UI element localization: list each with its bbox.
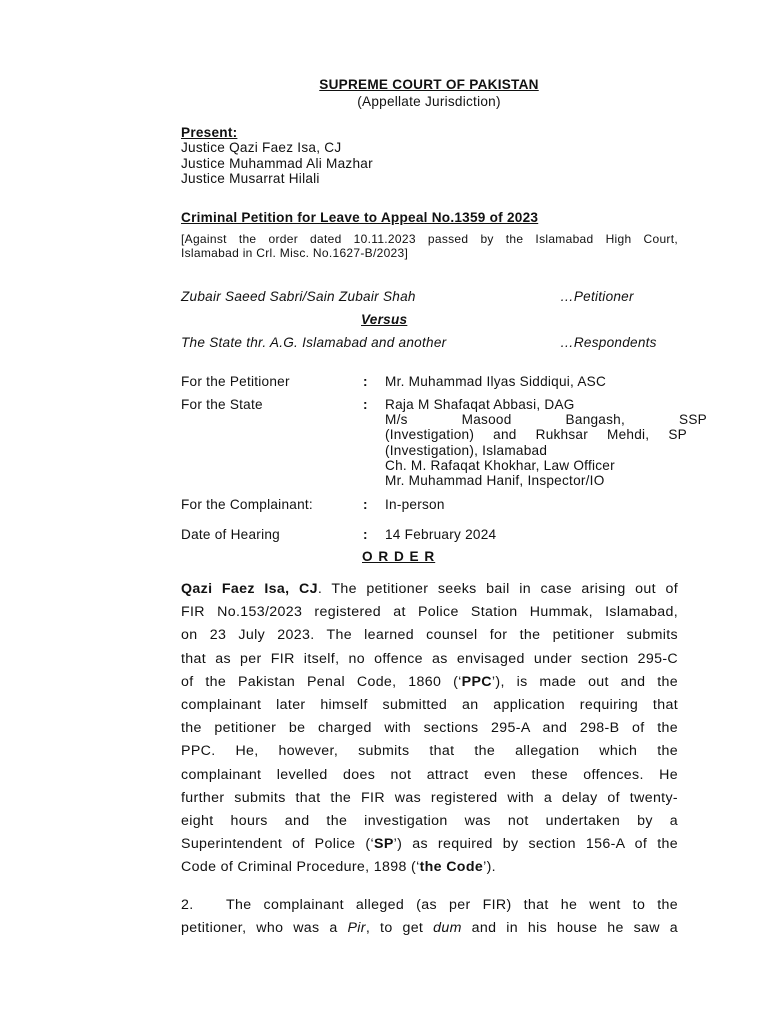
p1-line-6: complainant later himself submitted an application requiring that	[181, 697, 678, 714]
p1-text-1: . The petitioner seeks bail in case arising out of	[317, 581, 678, 597]
p2-line-1	[181, 894, 678, 917]
state-line-2	[385, 412, 707, 427]
state-line-1: Raja M Shafaqat Abbasi, DAG	[385, 397, 575, 412]
against-line-1: [Against the order dated 10.11.2023 passed by the Islamabad High Court,	[181, 232, 678, 246]
petitioner-counsel-label: For the Petitioner	[181, 374, 290, 389]
court-title: SUPREME COURT OF PAKISTAN	[319, 77, 539, 92]
dum-term: dum	[433, 920, 462, 937]
p2-text-2a: petitioner, who was a	[181, 920, 348, 937]
p1-line-3: on 23 July 2023. The learned counsel for the petitioner submits	[181, 627, 678, 644]
p1-text-5a: of the Pakistan Penal Code, 1860 (‘	[181, 673, 462, 690]
state-line-6: Mr. Muhammad Hanif, Inspector/IO	[385, 473, 605, 488]
p1-line-8: PPC. He, however, submits that the allegation which the	[181, 743, 678, 760]
p2-text-1: The complainant alleged (as per FIR) that he went to the	[226, 897, 678, 913]
ppc-term: PPC	[461, 673, 492, 690]
respondent-name: The State thr. A.G. Islamabad and another	[181, 335, 447, 350]
order-author: Qazi Faez Isa, CJ	[181, 581, 318, 597]
against-line-2: Islamabad in Crl. Misc. No.1627-B/2023]	[181, 246, 409, 260]
p1-text-12a: Superintendent of Police (‘	[181, 836, 374, 853]
p2-number: 2.	[181, 897, 194, 913]
complainant-label: For the Complainant:	[181, 497, 313, 512]
versus: Versus	[361, 312, 408, 327]
p1-line-7: the petitioner be charged with sections 295-A and 298-B of the	[181, 720, 678, 737]
p1-line-13	[181, 856, 678, 879]
colon-4: :	[363, 527, 368, 542]
colon-1: :	[363, 374, 368, 389]
judge-2: Justice Muhammad Ali Mazhar	[181, 156, 373, 171]
hearing-value: 14 February 2024	[385, 527, 497, 542]
p1-line-5	[181, 671, 678, 694]
petitioner-counsel: Mr. Muhammad Ilyas Siddiqui, ASC	[385, 374, 607, 389]
p1-text-13b: ’).	[483, 859, 496, 876]
petitioner-name: Zubair Saeed Sabri/Sain Zubair Shah	[181, 289, 416, 304]
p1-line-4: that as per FIR itself, no offence as envisaged under section 295-C	[181, 650, 678, 667]
pir-term: Pir	[347, 920, 366, 937]
p1-line-9: complainant levelled does not attract even these offences. He	[181, 766, 678, 783]
colon-3: :	[363, 497, 368, 512]
p1-line-1	[181, 578, 678, 601]
state-line-3: (Investigation) and Rukhsar Mehdi, SP	[385, 427, 687, 442]
hearing-label: Date of Hearing	[181, 527, 280, 542]
p1-line-11: eight hours and the investigation was not undertaken by a	[181, 813, 678, 830]
state-line-5: Ch. M. Rafaqat Khokhar, Law Officer	[385, 458, 615, 473]
p1-text-12b: ’) as required by section 156-A of the	[393, 836, 678, 853]
order-heading: O R D E R	[362, 549, 436, 564]
p2-text-2b: , to get	[365, 920, 434, 937]
petitioner-role: …Petitioner	[560, 289, 634, 304]
sp-term: SP	[374, 836, 394, 853]
state-label: For the State	[181, 397, 263, 412]
order-paragraph-1	[181, 578, 678, 880]
code-term: the Code	[419, 859, 484, 876]
present-label: Present:	[181, 125, 238, 140]
p1-line-10: further submits that the FIR was registered with a delay of twenty-	[181, 789, 678, 806]
jurisdiction: (Appellate Jurisdiction)	[357, 94, 501, 109]
complainant-value: In-person	[385, 497, 445, 512]
state-line-4: (Investigation), Islamabad	[385, 443, 548, 458]
p1-text-13a: Code of Criminal Procedure, 1898 (‘	[181, 859, 420, 876]
p2-text-2c: and in his house he saw a	[461, 920, 678, 937]
judge-1: Justice Qazi Faez Isa, CJ	[181, 140, 342, 155]
p1-line-12	[181, 833, 678, 856]
respondent-role: …Respondents	[560, 335, 657, 350]
p1-line-2: FIR No.153/2023 registered at Police Station Hummak, Islamabad,	[181, 604, 678, 621]
p2-line-2	[181, 917, 678, 940]
case-title: Criminal Petition for Leave to Appeal No.1359 of 2023	[181, 210, 539, 225]
order-paragraph-2	[181, 894, 678, 940]
colon-2: :	[363, 397, 368, 412]
p1-text-5b: ’), is made out and the	[491, 673, 678, 690]
state-line-2-text: M/s Masood Bangash, SSP	[385, 412, 707, 427]
judge-3: Justice Musarrat Hilali	[181, 171, 320, 186]
